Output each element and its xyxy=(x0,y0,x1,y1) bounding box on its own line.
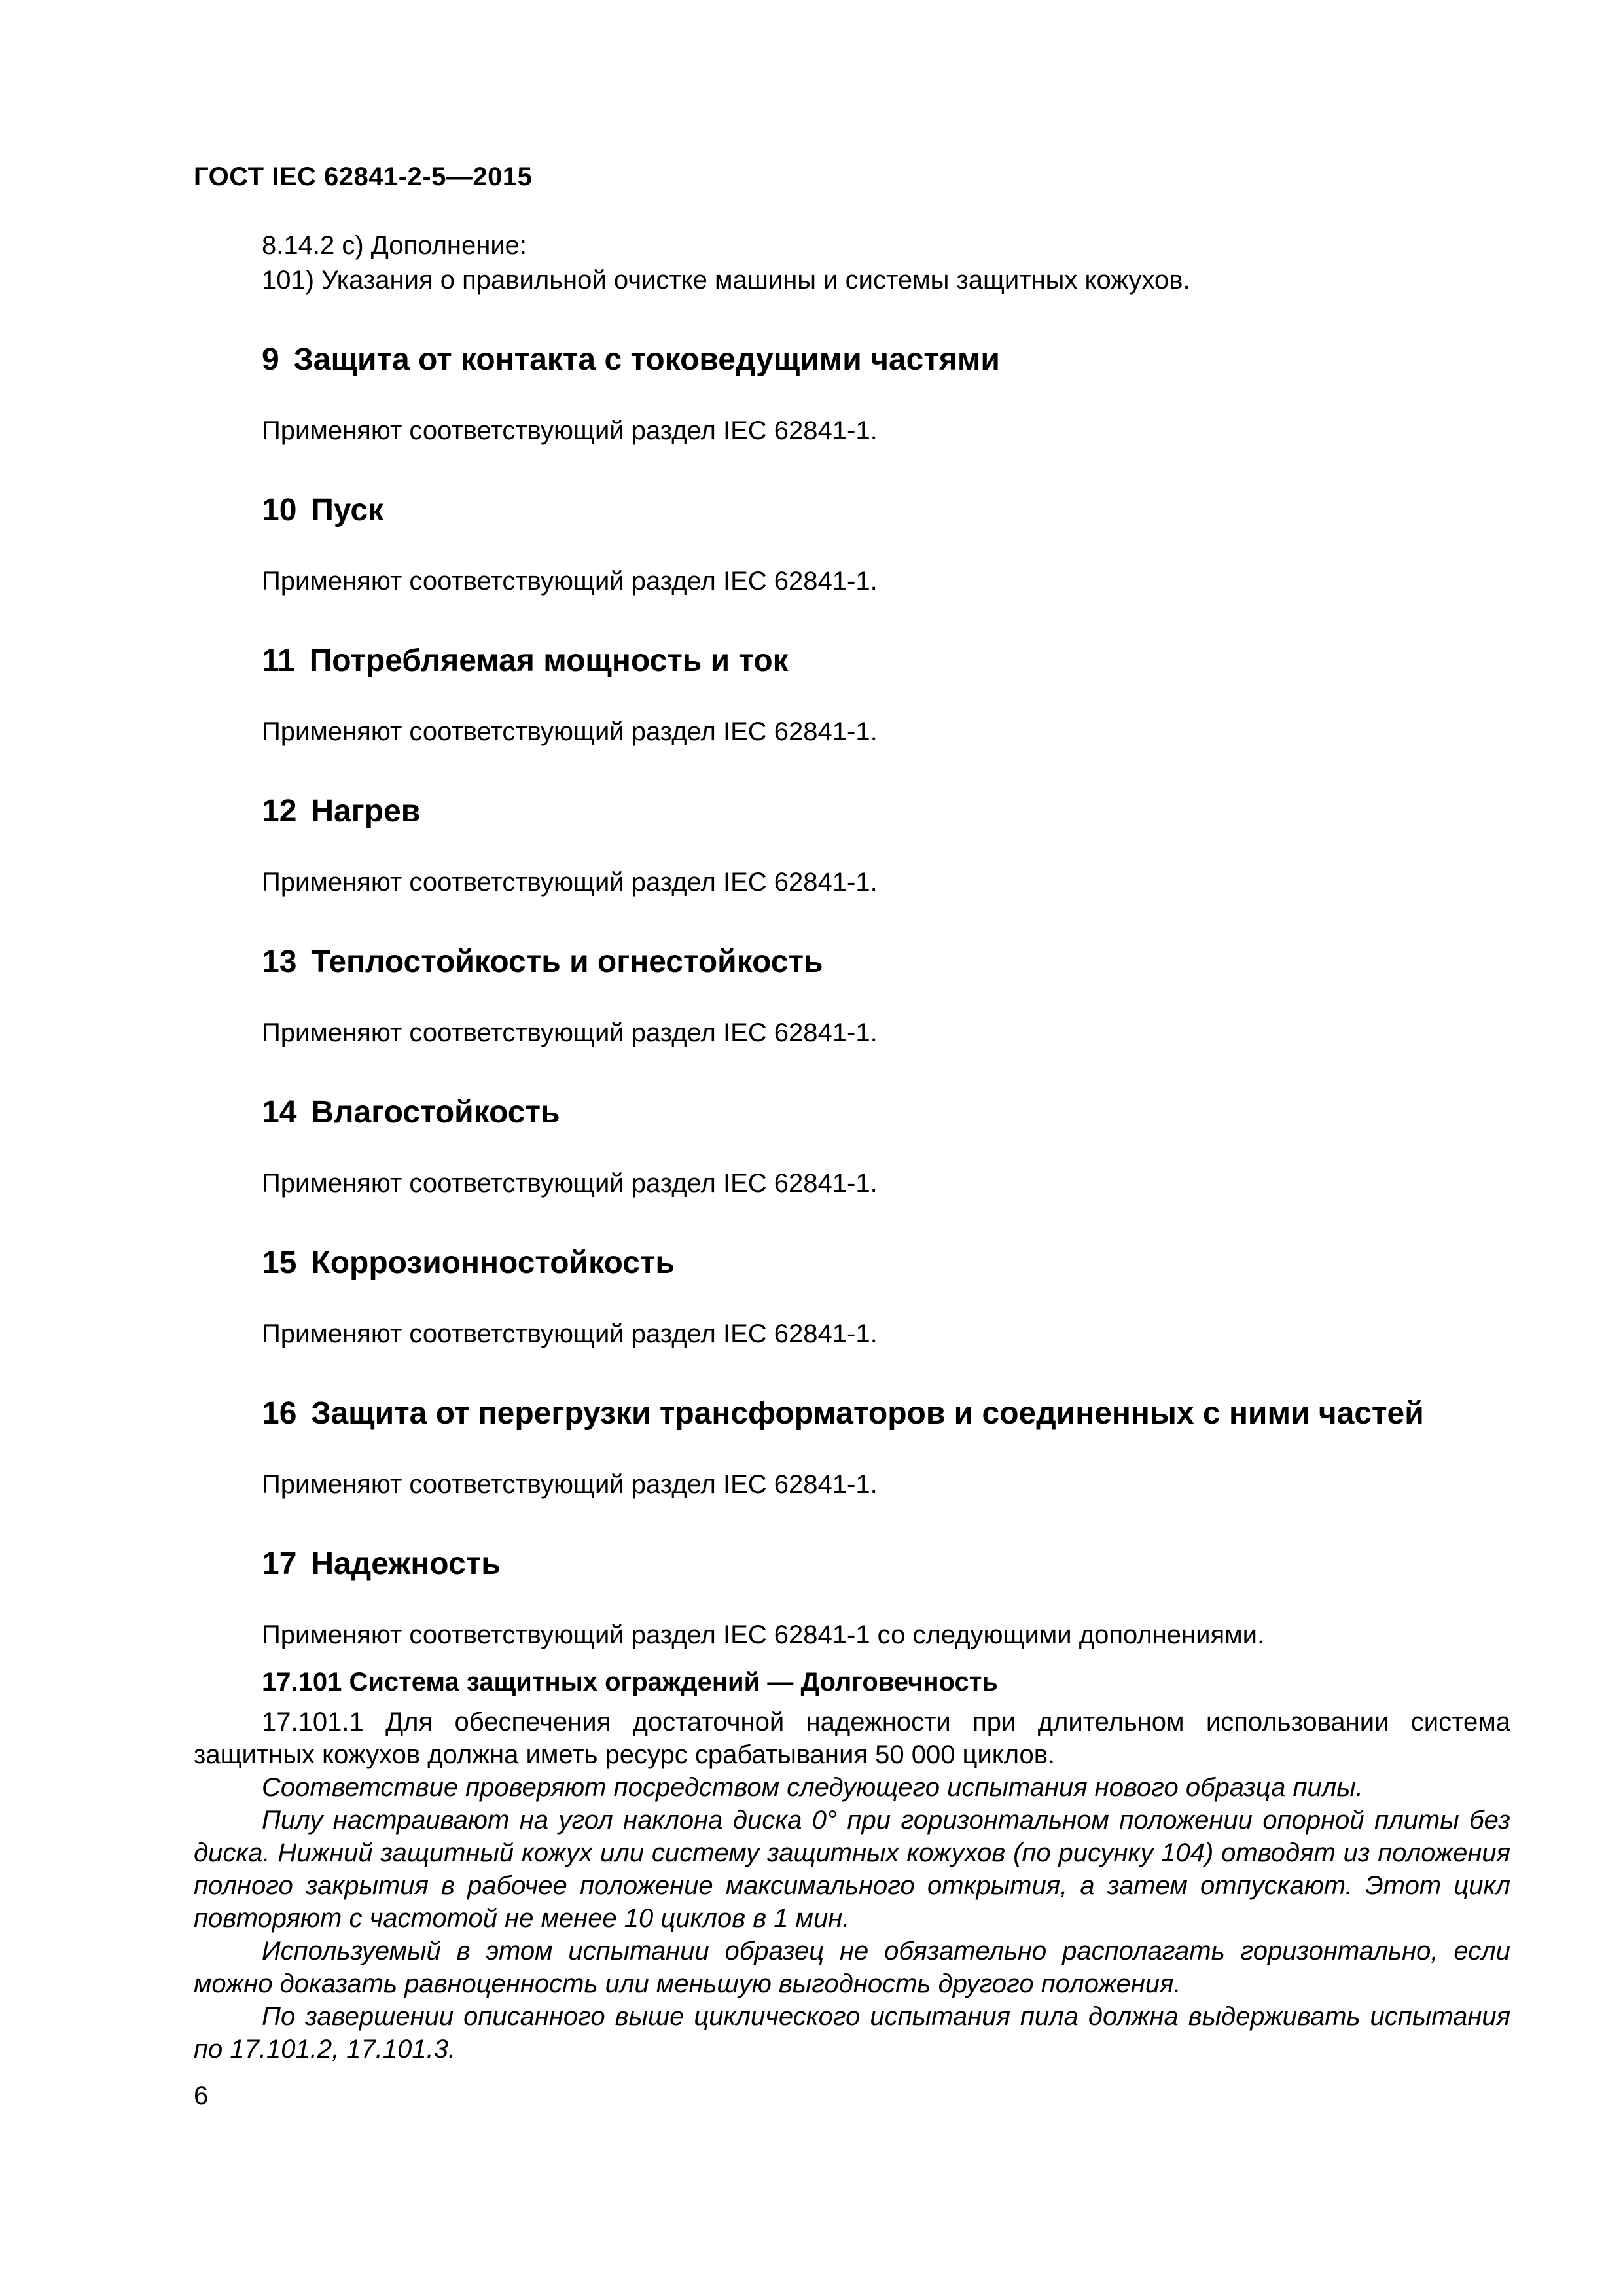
section-body-15: Применяют соответствующий раздел IEC 62841-1. xyxy=(262,1319,878,1348)
section-title: Потребляемая мощность и ток xyxy=(309,643,789,678)
section-title: Пуск xyxy=(311,493,384,528)
document-code-header: ГОСТ IEC 62841-2-5—2015 xyxy=(194,162,533,191)
section-title: Влагостойкость xyxy=(311,1095,560,1130)
intro-line-clause: 8.14.2 c) Дополнение: xyxy=(262,231,527,260)
section-heading-15 xyxy=(262,1245,675,1281)
section-heading-9 xyxy=(262,342,1000,378)
section-heading-11 xyxy=(262,643,789,679)
section-title: Нагрев xyxy=(311,794,421,829)
subsection-heading-17-101: 17.101 Система защитных ограждений — Долговечность xyxy=(262,1668,998,1696)
section-heading-14 xyxy=(262,1094,560,1130)
section-body-17: Применяют соответствующий раздел IEC 62841-1 со следующими дополнениями. xyxy=(262,1621,1265,1649)
section-number: 15 xyxy=(262,1246,297,1280)
paragraph-compliance-check: Соответствие проверяют посредством следующего испытания нового образца пилы. xyxy=(262,1773,1363,1802)
paragraph-sample-position: Используемый в этом испытании образец не обязательно располагать горизонтально, если можно доказать равноценность или меньшую выгодность другого положения. xyxy=(194,1937,1510,1998)
paragraph-test-procedure: Пилу настраивают на угол наклона диска 0° при горизонтальном положении опорной плиты без диска. Нижний защитный кожух или систему защитных кожухов (по рисунку 104) отводят из положения полного закрытия в рабочее положение максимального открытия, а затем отпускают. Этот цикл повторяют с частотой не менее 10 циклов в 1 мин. xyxy=(194,1806,1510,1933)
section-body-14: Применяют соответствующий раздел IEC 62841-1. xyxy=(262,1169,878,1198)
section-heading-13 xyxy=(262,944,823,980)
section-body-13: Применяют соответствующий раздел IEC 62841-1. xyxy=(262,1018,878,1047)
section-number: 13 xyxy=(262,944,297,979)
section-body-11: Применяют соответствующий раздел IEC 62841-1. xyxy=(262,717,878,746)
page-number: 6 xyxy=(194,2081,209,2110)
section-body-12: Применяют соответствующий раздел IEC 62841-1. xyxy=(262,868,878,897)
section-number: 9 xyxy=(262,342,279,377)
section-number: 14 xyxy=(262,1095,297,1130)
section-heading-16 xyxy=(262,1395,1424,1431)
section-title: Коррозионностойкость xyxy=(311,1246,675,1280)
section-number: 16 xyxy=(262,1396,297,1431)
section-number: 12 xyxy=(262,794,297,829)
section-number: 17 xyxy=(262,1547,297,1581)
section-number: 10 xyxy=(262,493,297,528)
section-title: Надежность xyxy=(311,1547,501,1581)
section-heading-12 xyxy=(262,793,420,829)
section-title: Защита от перегрузки трансформаторов и соединенных с ними частей xyxy=(311,1396,1424,1431)
section-number: 11 xyxy=(262,643,295,678)
section-body-16: Применяют соответствующий раздел IEC 62841-1. xyxy=(262,1470,878,1499)
paragraph-17-101-1: 17.101.1 Для обеспечения достаточной надежности при длительном использовании система защитных кожухов должна иметь ресурс срабатывания 50 000 циклов. xyxy=(194,1708,1510,1769)
section-title: Защита от контакта с токоведущими частями xyxy=(293,342,1000,377)
intro-line-item: 101) Указания о правильной очистке машины и системы защитных кожухов. xyxy=(262,266,1190,295)
section-body-10: Применяют соответствующий раздел IEC 62841-1. xyxy=(262,567,878,596)
section-heading-10 xyxy=(262,492,383,528)
section-heading-17 xyxy=(262,1546,501,1582)
section-body-9: Применяют соответствующий раздел IEC 62841-1. xyxy=(262,416,878,445)
paragraph-after-test: По завершении описанного выше циклического испытания пила должна выдерживать испытания по 17.101.2, 17.101.3. xyxy=(194,2002,1510,2064)
section-title: Теплостойкость и огнестойкость xyxy=(311,944,823,979)
